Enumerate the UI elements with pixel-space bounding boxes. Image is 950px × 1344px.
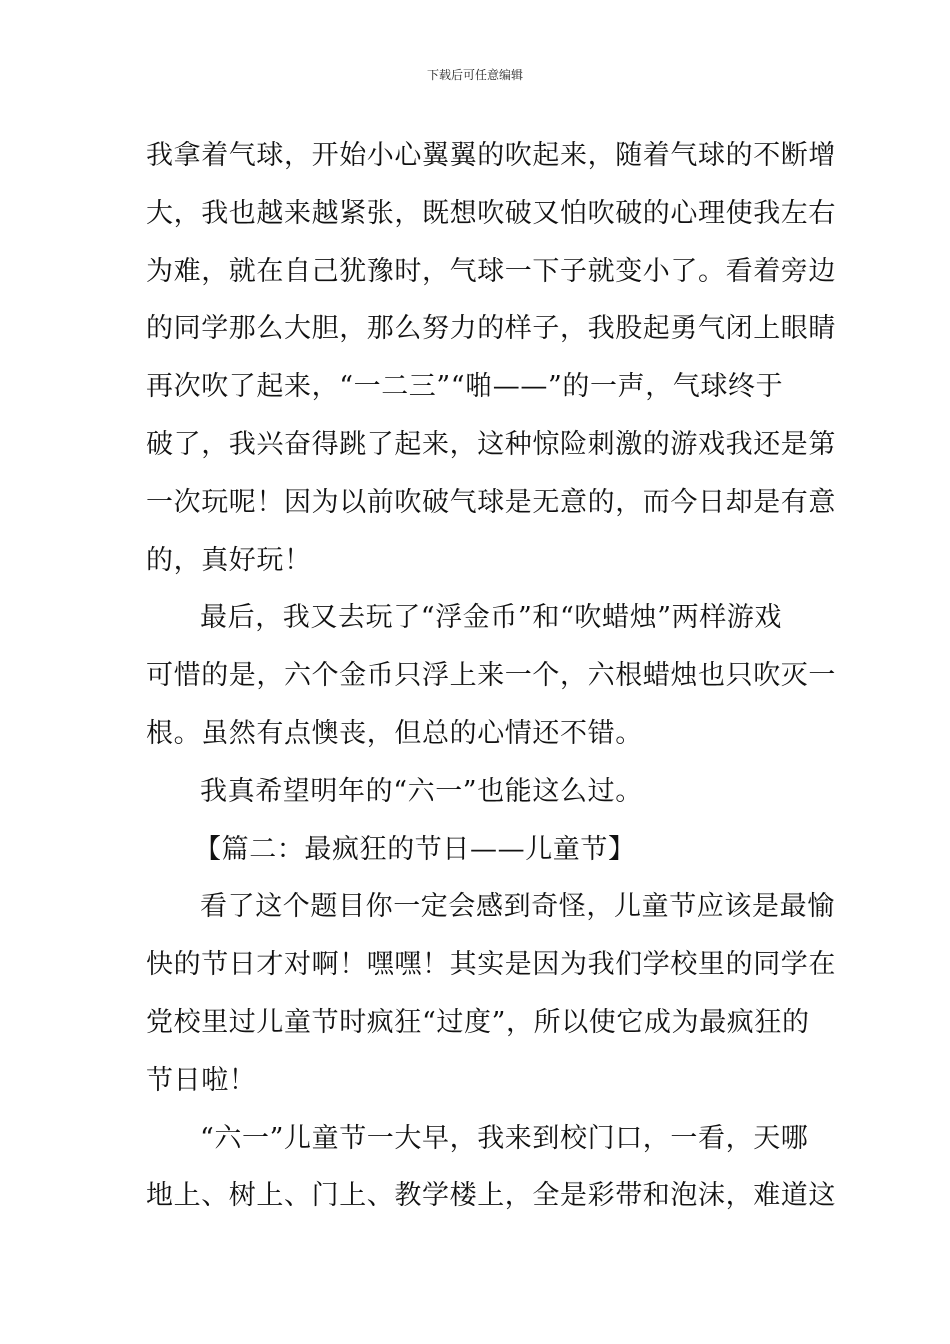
text-line: 节日啦！ <box>146 1064 257 1096</box>
text-line: 根。虽然有点懊丧，但总的心情还不错。 <box>146 717 643 749</box>
text-line: 大，我也越来越紧张，既想吹破又怕吹破的心理使我左右 <box>146 197 836 229</box>
text-line: 一次玩呢！因为以前吹破气球是无意的，而今日却是有意 <box>146 486 836 518</box>
text-line: 再次吹了起来，“一二三”“啪——”的一声，气球终于 <box>146 371 784 403</box>
section-heading: 【篇二：最疯狂的节日——儿童节】 <box>194 833 636 865</box>
text-line: 地上、树上、门上、教学楼上，全是彩带和泡沫，难道这 <box>146 1180 836 1212</box>
text-line: 我拿着气球，开始小心翼翼的吹起来，随着气球的不断增 <box>146 140 836 171</box>
text-line: 破了，我兴奋得跳了起来，这种惊险刺激的游戏我还是第 <box>146 428 836 460</box>
text-line: 的，真好玩！ <box>146 544 312 576</box>
text-line: 最后，我又去玩了“浮金币”和“吹蜡烛”两样游戏 <box>200 602 783 634</box>
text-line: 我真希望明年的“六一”也能这么过。 <box>200 775 643 807</box>
document-body <box>146 127 836 1225</box>
text-line: 为难，就在自己犹豫时，气球一下子就变小了。看着旁边 <box>146 255 836 287</box>
text-line: 的同学那么大胆，那么努力的样子，我股起勇气闭上眼睛 <box>146 313 836 345</box>
page-header: 下载后可任意编辑 <box>426 68 523 82</box>
text-line: “六一”儿童节一大早，我来到校门口，一看，天哪 <box>200 1122 809 1154</box>
text-line: 可惜的是，六个金币只浮上来一个，六根蜡烛也只吹灭一 <box>146 660 836 692</box>
text-line: 党校里过儿童节时疯狂“过度”，所以使它成为最疯狂的 <box>146 1006 810 1038</box>
text-line: 快的节日才对啊！嘿嘿！其实是因为我们学校里的同学在 <box>146 949 836 981</box>
text-line: 看了这个题目你一定会感到奇怪，儿童节应该是最愉 <box>200 891 835 923</box>
